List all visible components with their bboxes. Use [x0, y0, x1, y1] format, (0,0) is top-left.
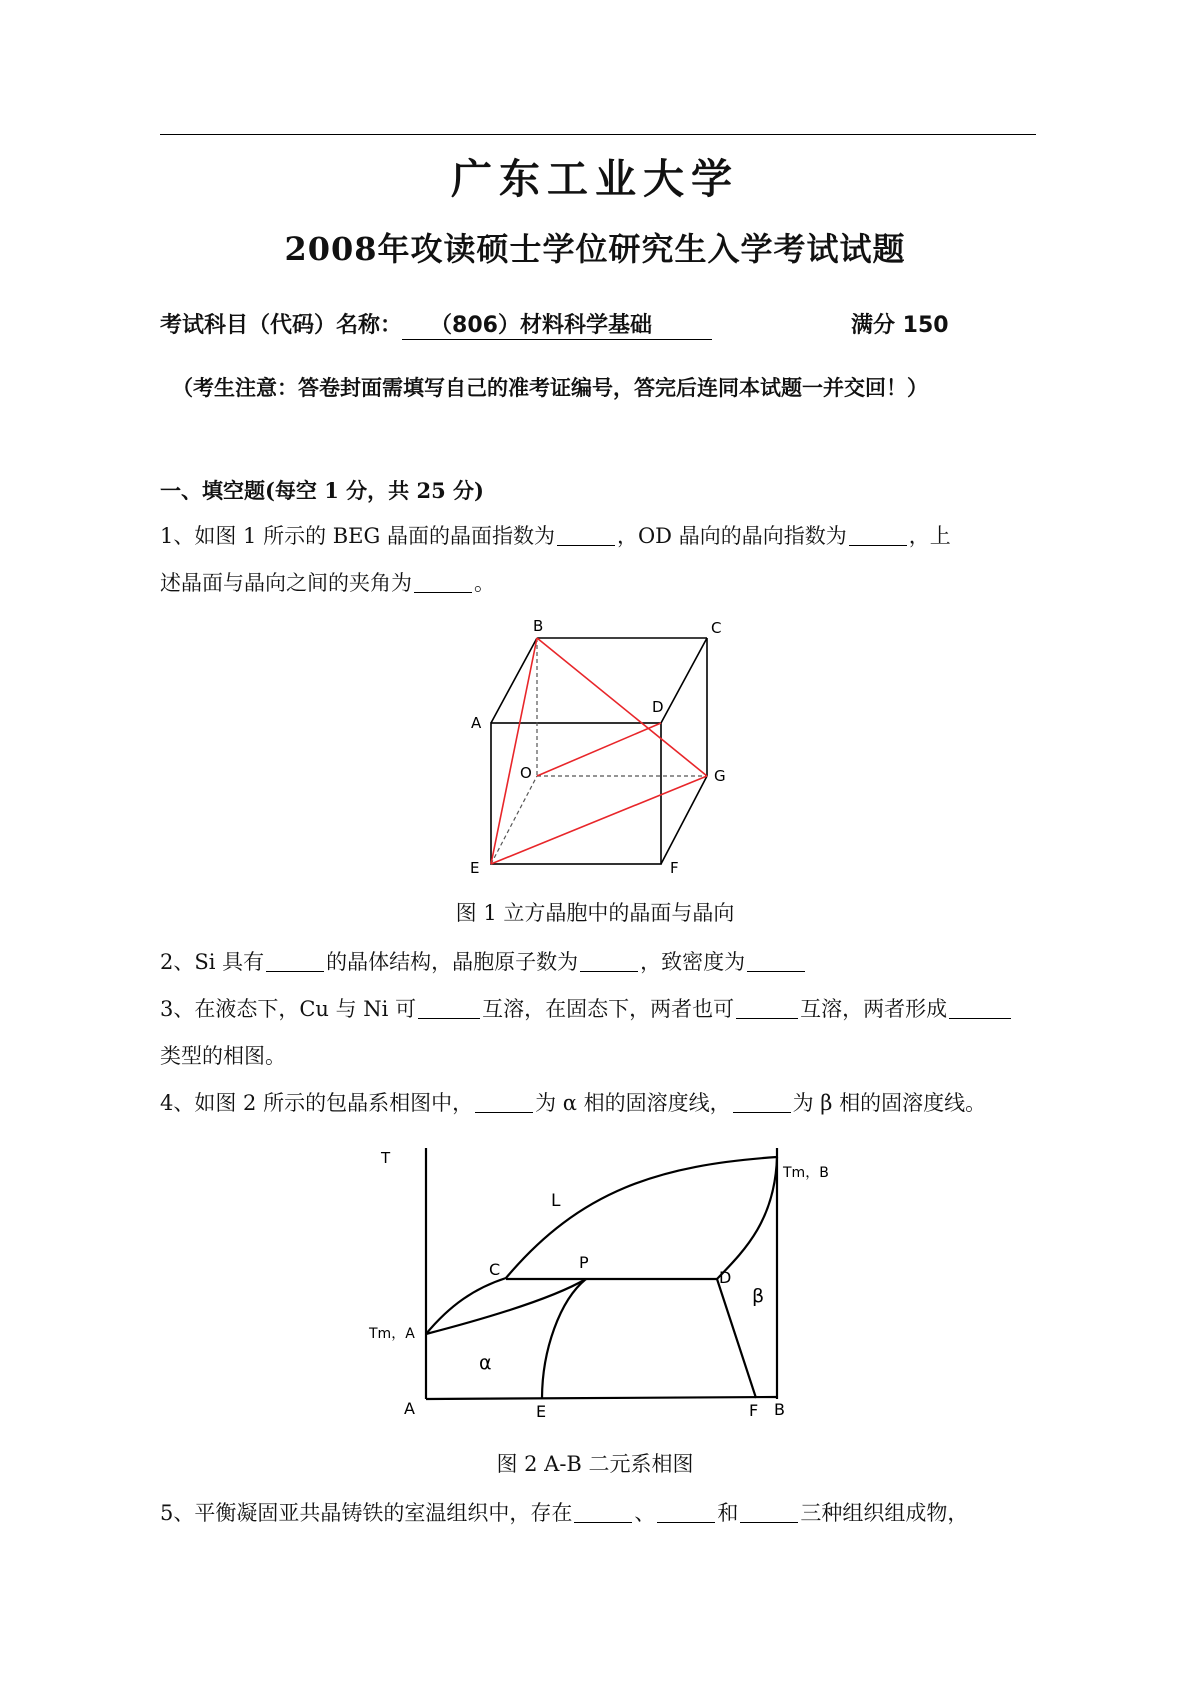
exam-title: 2008年攻读硕士学位研究生入学考试试题: [284, 230, 906, 268]
answer-blank: [736, 997, 798, 1019]
label-E: E: [536, 1402, 547, 1420]
line-E-G: [491, 776, 707, 864]
cube-front-face: [491, 723, 661, 864]
beta-solidus: [717, 1157, 777, 1279]
answer-blank: [580, 950, 638, 972]
axis-bottom: [426, 1397, 777, 1399]
label-T: T: [381, 1149, 391, 1167]
line-B-G: [537, 638, 707, 776]
label-O: O: [520, 764, 532, 782]
label-A: A: [471, 714, 482, 732]
subject-line: [160, 308, 712, 340]
answer-blank: [849, 524, 907, 546]
liquidus-lower: [426, 1278, 506, 1334]
answer-blank: [949, 997, 1011, 1019]
subject-label: 考试科目（代码）名称：: [160, 313, 403, 338]
cube-edges: [491, 638, 707, 864]
figure-1-cube: [460, 612, 740, 882]
hidden-edges: [491, 638, 707, 864]
label-D: D: [652, 698, 664, 716]
line-O-D: [537, 723, 661, 776]
question-4: 4、如图 2 所示的包晶系相图中， 为 α 相的固溶度线， 为 β 相的固溶度线。: [160, 1091, 987, 1115]
question-5: 5、平衡凝固亚共晶铸铁的室温组织中，存在 、 和 三种组织组成物，: [160, 1501, 969, 1525]
beta-solvus-DF: [717, 1279, 756, 1398]
answer-blank: [740, 1501, 798, 1523]
question-2: 2、Si 具有 的晶体结构，晶胞原子数为 ，致密度为: [160, 939, 807, 986]
answer-blank: [657, 1501, 715, 1523]
label-F: F: [670, 859, 679, 877]
full-score: 满分 150: [851, 313, 949, 338]
answer-blank: [574, 1501, 632, 1523]
question-3-line-1: 3、在液态下，Cu 与 Ni 可 互溶，在固态下，两者也可 互溶，两者形成: [160, 986, 1013, 1033]
question-3-line-2: 类型的相图。: [160, 1044, 286, 1068]
answer-blank: [418, 997, 480, 1019]
edge-F-G: [661, 776, 707, 864]
label-A: A: [404, 1399, 415, 1418]
edge-E-O-hidden: [491, 776, 537, 864]
edge-A-B: [491, 638, 537, 723]
alpha-solidus: [426, 1279, 586, 1334]
label-alpha: α: [479, 1352, 492, 1374]
top-rule: [160, 134, 1036, 135]
figure-2-caption: 图 2 A-B 二元系相图: [496, 1452, 694, 1476]
figure-1-caption: 图 1 立方晶胞中的晶面与晶向: [455, 901, 735, 925]
label-TmA: Tm，A: [369, 1326, 415, 1342]
highlight-lines: [491, 638, 707, 864]
label-C: C: [489, 1260, 501, 1279]
answer-blank: [747, 950, 805, 972]
label-F: F: [749, 1401, 759, 1420]
label-E: E: [470, 859, 480, 877]
answer-blank: [414, 571, 472, 593]
label-P: P: [579, 1253, 589, 1272]
candidate-notice: （考生注意：答卷封面需填写自己的准考证编号，答完后连同本试题一并交回！）: [172, 376, 928, 400]
question-1-line-1: 1、如图 1 所示的 BEG 晶面的晶面指数为 ，OD 晶向的晶向指数为 ，上: [160, 524, 951, 548]
question-1-line-2: 述晶面与晶向之间的夹角为 。: [160, 571, 495, 595]
section-title: 一、填空题(每空 1 分，共 25 分): [160, 478, 484, 503]
label-TmB: Tm，B: [783, 1165, 829, 1181]
label-B: B: [774, 1400, 785, 1419]
label-G: G: [714, 767, 726, 785]
line-B-E: [491, 638, 537, 864]
answer-blank: [733, 1091, 791, 1113]
label-D: D: [719, 1268, 732, 1287]
answer-blank: [266, 950, 324, 972]
answer-blank: [475, 1091, 533, 1113]
label-L: L: [551, 1191, 561, 1211]
label-beta: β: [752, 1285, 765, 1307]
edge-D-C: [661, 638, 707, 723]
figure-2-phase-diagram: [360, 1140, 840, 1420]
label-B: B: [533, 617, 544, 635]
university-title: 广东工业大学: [451, 155, 739, 203]
label-C: C: [711, 619, 722, 637]
answer-blank: [557, 524, 615, 546]
subject-value: （806）材料科学基础: [402, 308, 712, 340]
